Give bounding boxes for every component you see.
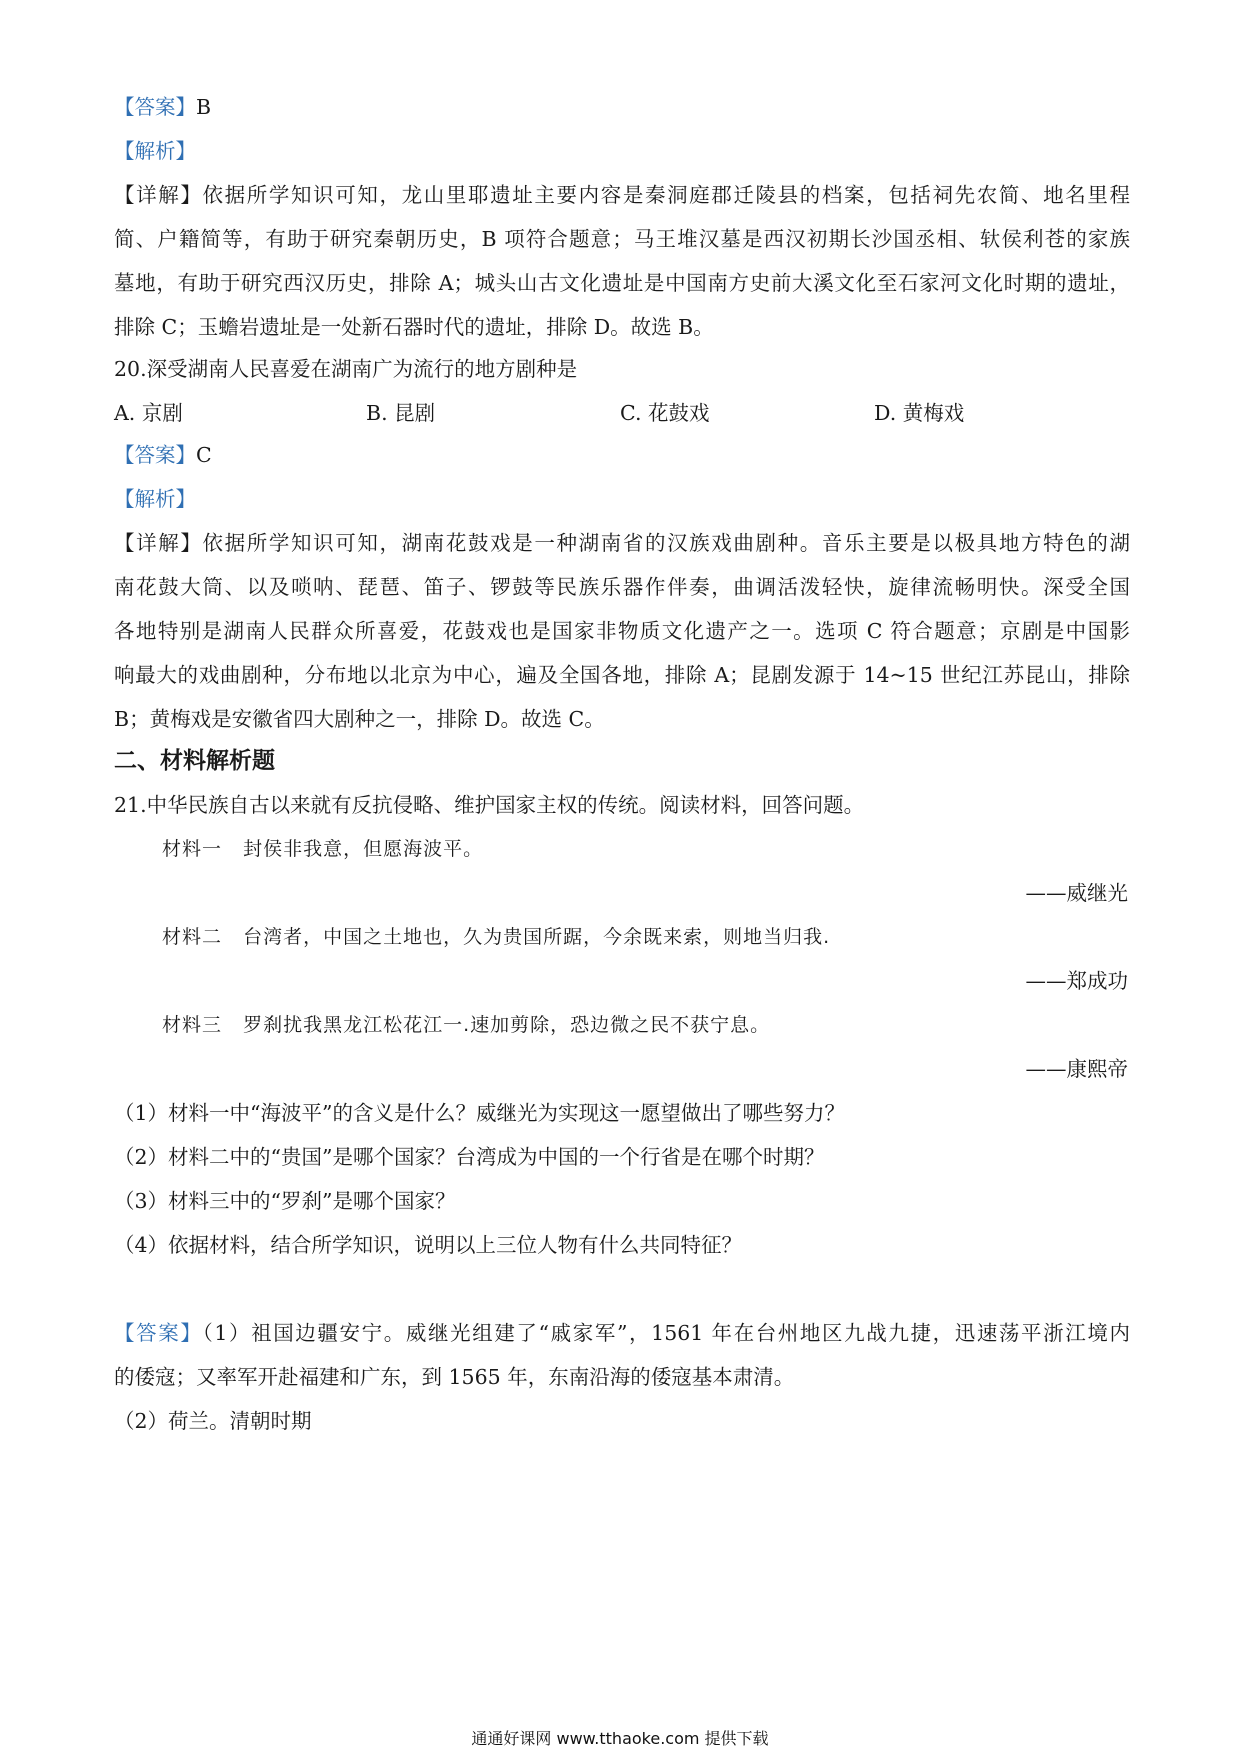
q20-option-c: C. 花鼓戏 <box>620 401 710 425</box>
q20-stem: 20.深受湖南人民喜爱在湖南广为流行的地方剧种是 <box>114 357 578 381</box>
q20-detail-line: 各地特别是湖南人民群众所喜爱，花鼓戏也是国家非物质文化遗产之一。选项 C 符合题意；京剧是中国影 <box>114 619 1130 643</box>
q20-detail-line: B；黄梅戏是安徽省四大剧种之一，排除 D。故选 C。 <box>114 707 605 731</box>
material-label: 材料一 <box>162 838 223 860</box>
answer-tag: 【答案】 <box>114 1321 203 1345</box>
material-3 <box>162 1010 1178 1040</box>
q21-answer-2: （2）荷兰。清朝时期 <box>114 1409 312 1433</box>
material-2 <box>162 922 1178 952</box>
material-text: 台湾者，中国之土地也，久为贵国所踞，今余既来索，则地当归我. <box>243 926 831 948</box>
footer-source: 通通好课网 www.tthaoke.com 提供下载 <box>471 1729 769 1748</box>
material-text: 封侯非我意，但愿海波平。 <box>243 838 484 860</box>
q20-option-a: A. 京剧 <box>114 401 183 425</box>
section-heading: 二、材料解析题 <box>114 748 275 774</box>
material-2-author: ——郑成功 <box>1025 969 1128 993</box>
q19-detail-line: 【详解】依据所学知识可知，龙山里耶遗址主要内容是秦洞庭郡迁陵县的档案，包括祠先农简、地名里程 <box>114 183 1131 207</box>
q19-detail-line: 简、户籍简等，有助于研究秦朝历史，B 项符合题意；马王堆汉墓是西汉初期长沙国丞相、轪侯利苍的家族 <box>114 227 1130 251</box>
q21-stem: 21.中华民族自古以来就有反抗侵略、维护国家主权的传统。阅读材料，回答问题。 <box>114 793 865 817</box>
material-1 <box>162 834 1178 864</box>
q21-sub-question: （2）材料二中的“贵国”是哪个国家？台湾成为中国的一个行省是在哪个时期？ <box>114 1145 825 1169</box>
analysis-tag: 【解析】 <box>114 139 196 163</box>
q20-option-b: B. 昆剧 <box>366 401 436 425</box>
answer-tag: 【答案】 <box>114 95 196 119</box>
q21-sub-question: （1）材料一中“海波平”的含义是什么？威继光为实现这一愿望做出了哪些努力？ <box>114 1101 846 1125</box>
q19-detail-line: 墓地，有助于研究西汉历史，排除 A；城头山古文化遗址是中国南方史前大溪文化至石家河文化时期的遗址， <box>114 271 1130 295</box>
material-label: 材料二 <box>162 926 223 948</box>
answer-value: C <box>196 443 212 467</box>
q21-sub-question: （3）材料三中的“罗刹”是哪个国家？ <box>114 1189 456 1213</box>
material-3-author: ——康熙帝 <box>1025 1057 1128 1081</box>
answer-tag: 【答案】 <box>114 443 196 467</box>
q19-detail-line: 排除 C；玉蟾岩遗址是一处新石器时代的遗址，排除 D。故选 B。 <box>114 315 714 339</box>
q20-detail-line: 南花鼓大筒、以及唢呐、琵琶、笛子、锣鼓等民族乐器作伴奏，曲调活泼轻快，旋律流畅明快。深受全国 <box>114 575 1130 599</box>
detail-tag: 【详解】 <box>114 183 203 207</box>
q19-answer <box>114 92 1130 122</box>
q20-option-d: D. 黄梅戏 <box>874 401 965 425</box>
q20-detail-line: 【详解】依据所学知识可知，湖南花鼓戏是一种湖南省的汉族戏曲剧种。音乐主要是以极具地方特色的湖 <box>114 531 1131 555</box>
q21-answer-line: 的倭寇；又率军开赴福建和广东，到 1565 年，东南沿海的倭寇基本肃清。 <box>114 1365 795 1389</box>
q20-detail-line: 响最大的戏曲剧种，分布地以北京为中心，遍及全国各地，排除 A；昆剧发源于 14~15 世纪江苏昆山，排除 <box>114 663 1130 687</box>
answer-value: B <box>196 95 212 119</box>
q19-analysis <box>114 136 1130 166</box>
material-label: 材料三 <box>162 1014 223 1036</box>
material-text: 罗刹扰我黑龙江松花江一.速加剪除，恐边微之民不获宁息。 <box>243 1014 771 1036</box>
material-1-author: ——威继光 <box>1025 881 1128 905</box>
q21-answer-line: 【答案】（1）祖国边疆安宁。威继光组建了“戚家军”，1561 年在台州地区九战九捷，迅速荡平浙江境内 <box>114 1321 1130 1345</box>
q20-answer <box>114 440 1130 470</box>
detail-tag: 【详解】 <box>114 531 203 555</box>
analysis-tag: 【解析】 <box>114 487 196 511</box>
q20-analysis <box>114 484 1130 514</box>
q21-sub-question: （4）依据材料，结合所学知识，说明以上三位人物有什么共同特征？ <box>114 1233 743 1257</box>
